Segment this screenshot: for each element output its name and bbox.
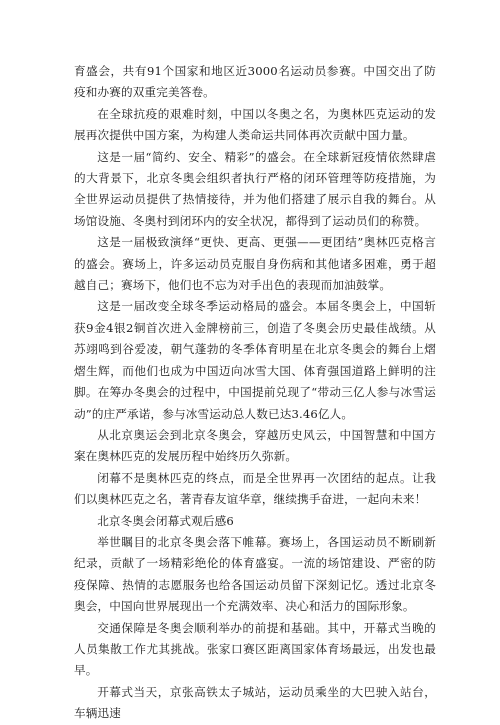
paragraph: 育盛会，共有91个国家和地区近3000名运动员参赛。中国交出了防疫和办赛的双重完美答卷。	[74, 64, 436, 100]
paragraph: 开幕式当天，京张高铁太子城站，运动员乘坐的大巴驶入站台，车辆迅速	[74, 684, 436, 721]
paragraph: 这是一届“简约、安全、精彩”的盛会。在全球新冠疫情依然肆虐的大背景下，北京冬奥会组织者执行严格的闭环管理等防疫措施，为全世界运动员提供了热情接待，并为他们搭建了展示自我的舞台。从场馆设施、冬奥村到闭环内的安全状况，都得到了运动员们的称赞。	[74, 149, 436, 228]
paragraph: 这是一届改变全球冬季运动格局的盛会。本届冬奥会上，中国斩获9金4银2铜首次进入金牌榜前三，创造了冬奥会历史最佳战绩。从苏翊鸣到谷爱凌，朝气蓬勃的冬季体育明星在北京冬奥会的舞台上熠熠生辉，而他们也成为中国迈向冰雪大国、体育强国道路上鲜明的注脚。在筹办冬奥会的过程中，中国提前兑现了“带动三亿人参与冰雪运动”的庄严承诺，参与冰雪运动总人数已达3.46亿人。	[74, 299, 436, 421]
paragraph: 交通保障是冬奥会顺利举办的前提和基础。其中，开幕式当晚的人员集散工作尤其挑战。张家口赛区距离国家体育场最远，出发也最早。	[74, 620, 436, 678]
paragraph: 这是一届极致演绎“更快、更高、更强——更团结”奥林匹克格言的盛会。赛场上，许多运动员克服自身伤病和其他诸多困难，勇于超越自己；赛场下，他们也不忘为对手出色的表现而加油鼓掌。	[74, 235, 436, 293]
paragraph: 在全球抗疫的艰难时刻，中国以冬奥之名，为奥林匹克运动的发展再次提供中国方案，为构建人类命运共同体再次贡献中国力量。	[74, 106, 436, 143]
paragraph: 闭幕不是奥林匹克的终点，而是全世界再一次团结的起点。让我们以奥林匹克之名，著青春友谊华章，继续携手奋进，一起向未来！	[74, 470, 436, 507]
paragraph: 从北京奥运会到北京冬奥会，穿越历史风云，中国智慧和中国方案在奥林匹克的发展历程中始终历久弥新。	[74, 427, 436, 464]
section-heading: 北京冬奥会闭幕式观后感6	[97, 513, 234, 528]
article-body	[74, 61, 436, 725]
paragraph: 举世瞩目的北京冬奥会落下帷幕。赛场上，各国运动员不断刷新纪录，贡献了一场精彩绝伦的体育盛宴。一流的场馆建设、严密的防疫保障、热情的志愿服务也给各国运动员留下深刻记忆。透过北京冬奥会，中国向世界展现出一个充满效率、决心和活力的国际形象。	[74, 534, 436, 614]
